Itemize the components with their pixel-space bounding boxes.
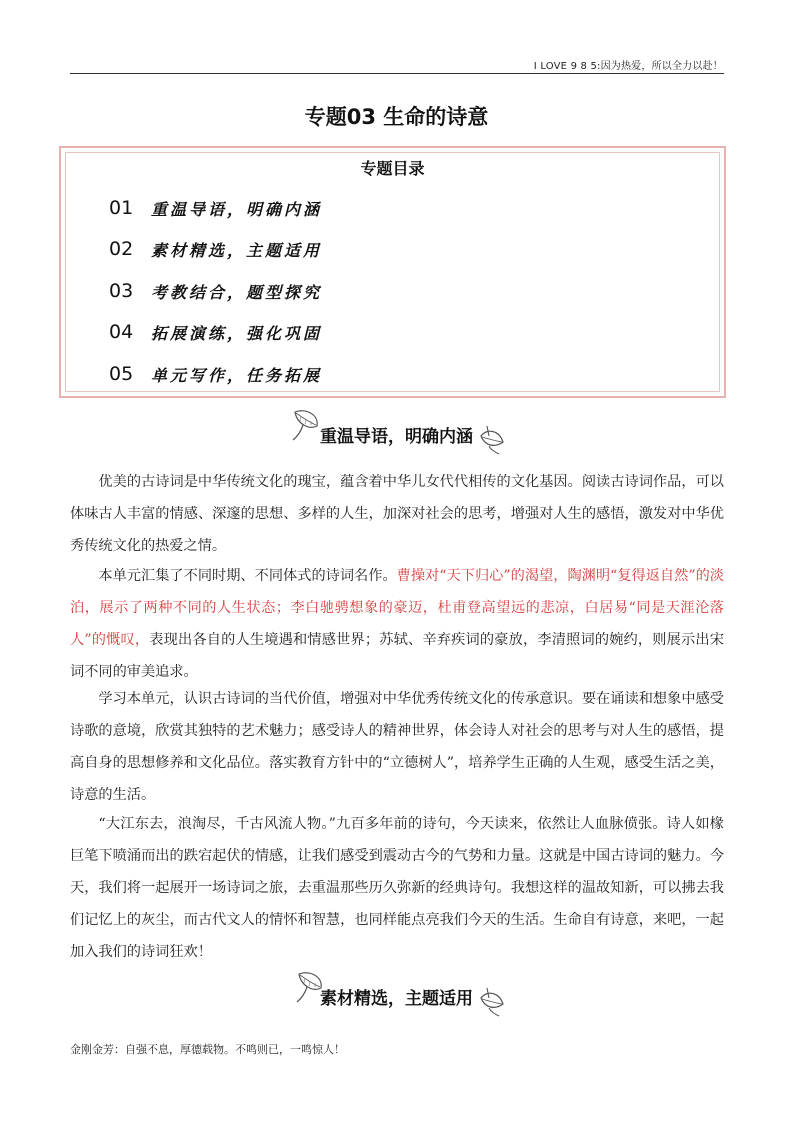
leaf-decoration-icon: [477, 422, 507, 456]
toc-item-03[interactable]: [109, 278, 322, 304]
section-title-intro: 重温导语，明确内涵: [320, 427, 473, 447]
header-divider: [70, 73, 724, 74]
intro-paragraph-2-highlight: 曹操对“天下归心”的渴望，陶渊明“复得返自然”的淡泊，展示了两种不同的人生状态；李白驰骋想象的豪迈，杜甫登高望远的悲凉，白居易“同是天涯沦落人”的慨叹，: [70, 568, 724, 648]
intro-paragraph-2: [70, 560, 724, 688]
intro-paragraph-2-lead: 本单元汇集了不同时期、不同体式的诗词名作。: [98, 568, 397, 584]
intro-paragraph-1: 优美的古诗词是中华传统文化的瑰宝，蕴含着中华儿女代代相传的文化基因。阅读古诗词作品，可以体味古人丰富的情感、深邃的思想、多样的人生，加深对社会的思考，增强对人生的感悟，激发对中华优秀传统文化的热爱之情。: [70, 474, 724, 554]
toc-item-label: 单元写作，任务拓展: [151, 365, 323, 385]
toc-item-number: 01: [109, 197, 134, 219]
footer-slogan: 金刚金芳：自强不息，厚德载物。不鸣则已，一鸣惊人！: [70, 1043, 345, 1056]
toc-item-label: 素材精选，主题适用: [151, 240, 323, 260]
toc-item-label: 考教结合，题型探究: [151, 282, 323, 302]
toc-box-inner-border: [65, 152, 720, 392]
section-title-materials: 素材精选，主题适用: [320, 989, 473, 1009]
toc-item-number: 04: [109, 321, 134, 343]
toc-item-01[interactable]: [109, 195, 322, 221]
toc-box: [59, 146, 726, 398]
page-title: 专题03 生命的诗意: [304, 105, 489, 129]
header-slogan: I LOVE 9 8 5:因为热爱，所以全力以赴！: [533, 61, 723, 72]
toc-item-label: 重温导语，明确内涵: [151, 199, 323, 219]
leaf-decoration-icon: [477, 984, 507, 1018]
intro-paragraph-4: “大江东去，浪淘尽，千古风流人物。”九百多年前的诗句，今天读来，依然让人血脉偾张。诗人如椽巨笔下喷涌而出的跌宕起伏的情感，让我们感受到震动古今的气势和力量。这就是中国古诗词的魅力。今天，我们将一起展开一场诗词之旅，去重温那些历久弥新的经典诗句。我想这样的温故知新，可以拂去我们记忆上的灰尘，而古代文人的情怀和智慧，也同样能点亮我们今天的生活。生命自有诗意，来吧，一起加入我们的诗词狂欢！: [70, 816, 724, 960]
toc-item-number: 05: [109, 363, 134, 385]
toc-item-number: 02: [109, 238, 134, 260]
intro-paragraph-2-tail: 表现出各自的人生境遇和情感世界；苏轼、辛弃疾词的豪放，李清照词的婉约，则展示出宋词不同的审美追求。: [70, 632, 724, 680]
toc-item-number: 03: [109, 280, 134, 302]
toc-item-05[interactable]: [109, 361, 322, 387]
section-banner-materials: [0, 970, 793, 1020]
toc-item-label: 拓展演练，强化巩固: [151, 323, 323, 343]
toc-item-04[interactable]: [109, 319, 322, 345]
toc-heading: 专题目录: [360, 159, 425, 178]
intro-paragraph-3: 学习本单元，认识古诗词的当代价值，增强对中华优秀传统文化的传承意识。要在诵读和想象中感受诗歌的意境，欣赏其独特的艺术魅力；感受诗人的精神世界，体会诗人对社会的思考与对人生的感悟，提高自身的思想修养和文化品位。落实教育方针中的“立德树人”，培养学生正确的人生观，感受生活之美，诗意的生活。: [70, 691, 724, 803]
section-banner-intro: [0, 408, 793, 458]
toc-item-02[interactable]: [109, 236, 322, 262]
